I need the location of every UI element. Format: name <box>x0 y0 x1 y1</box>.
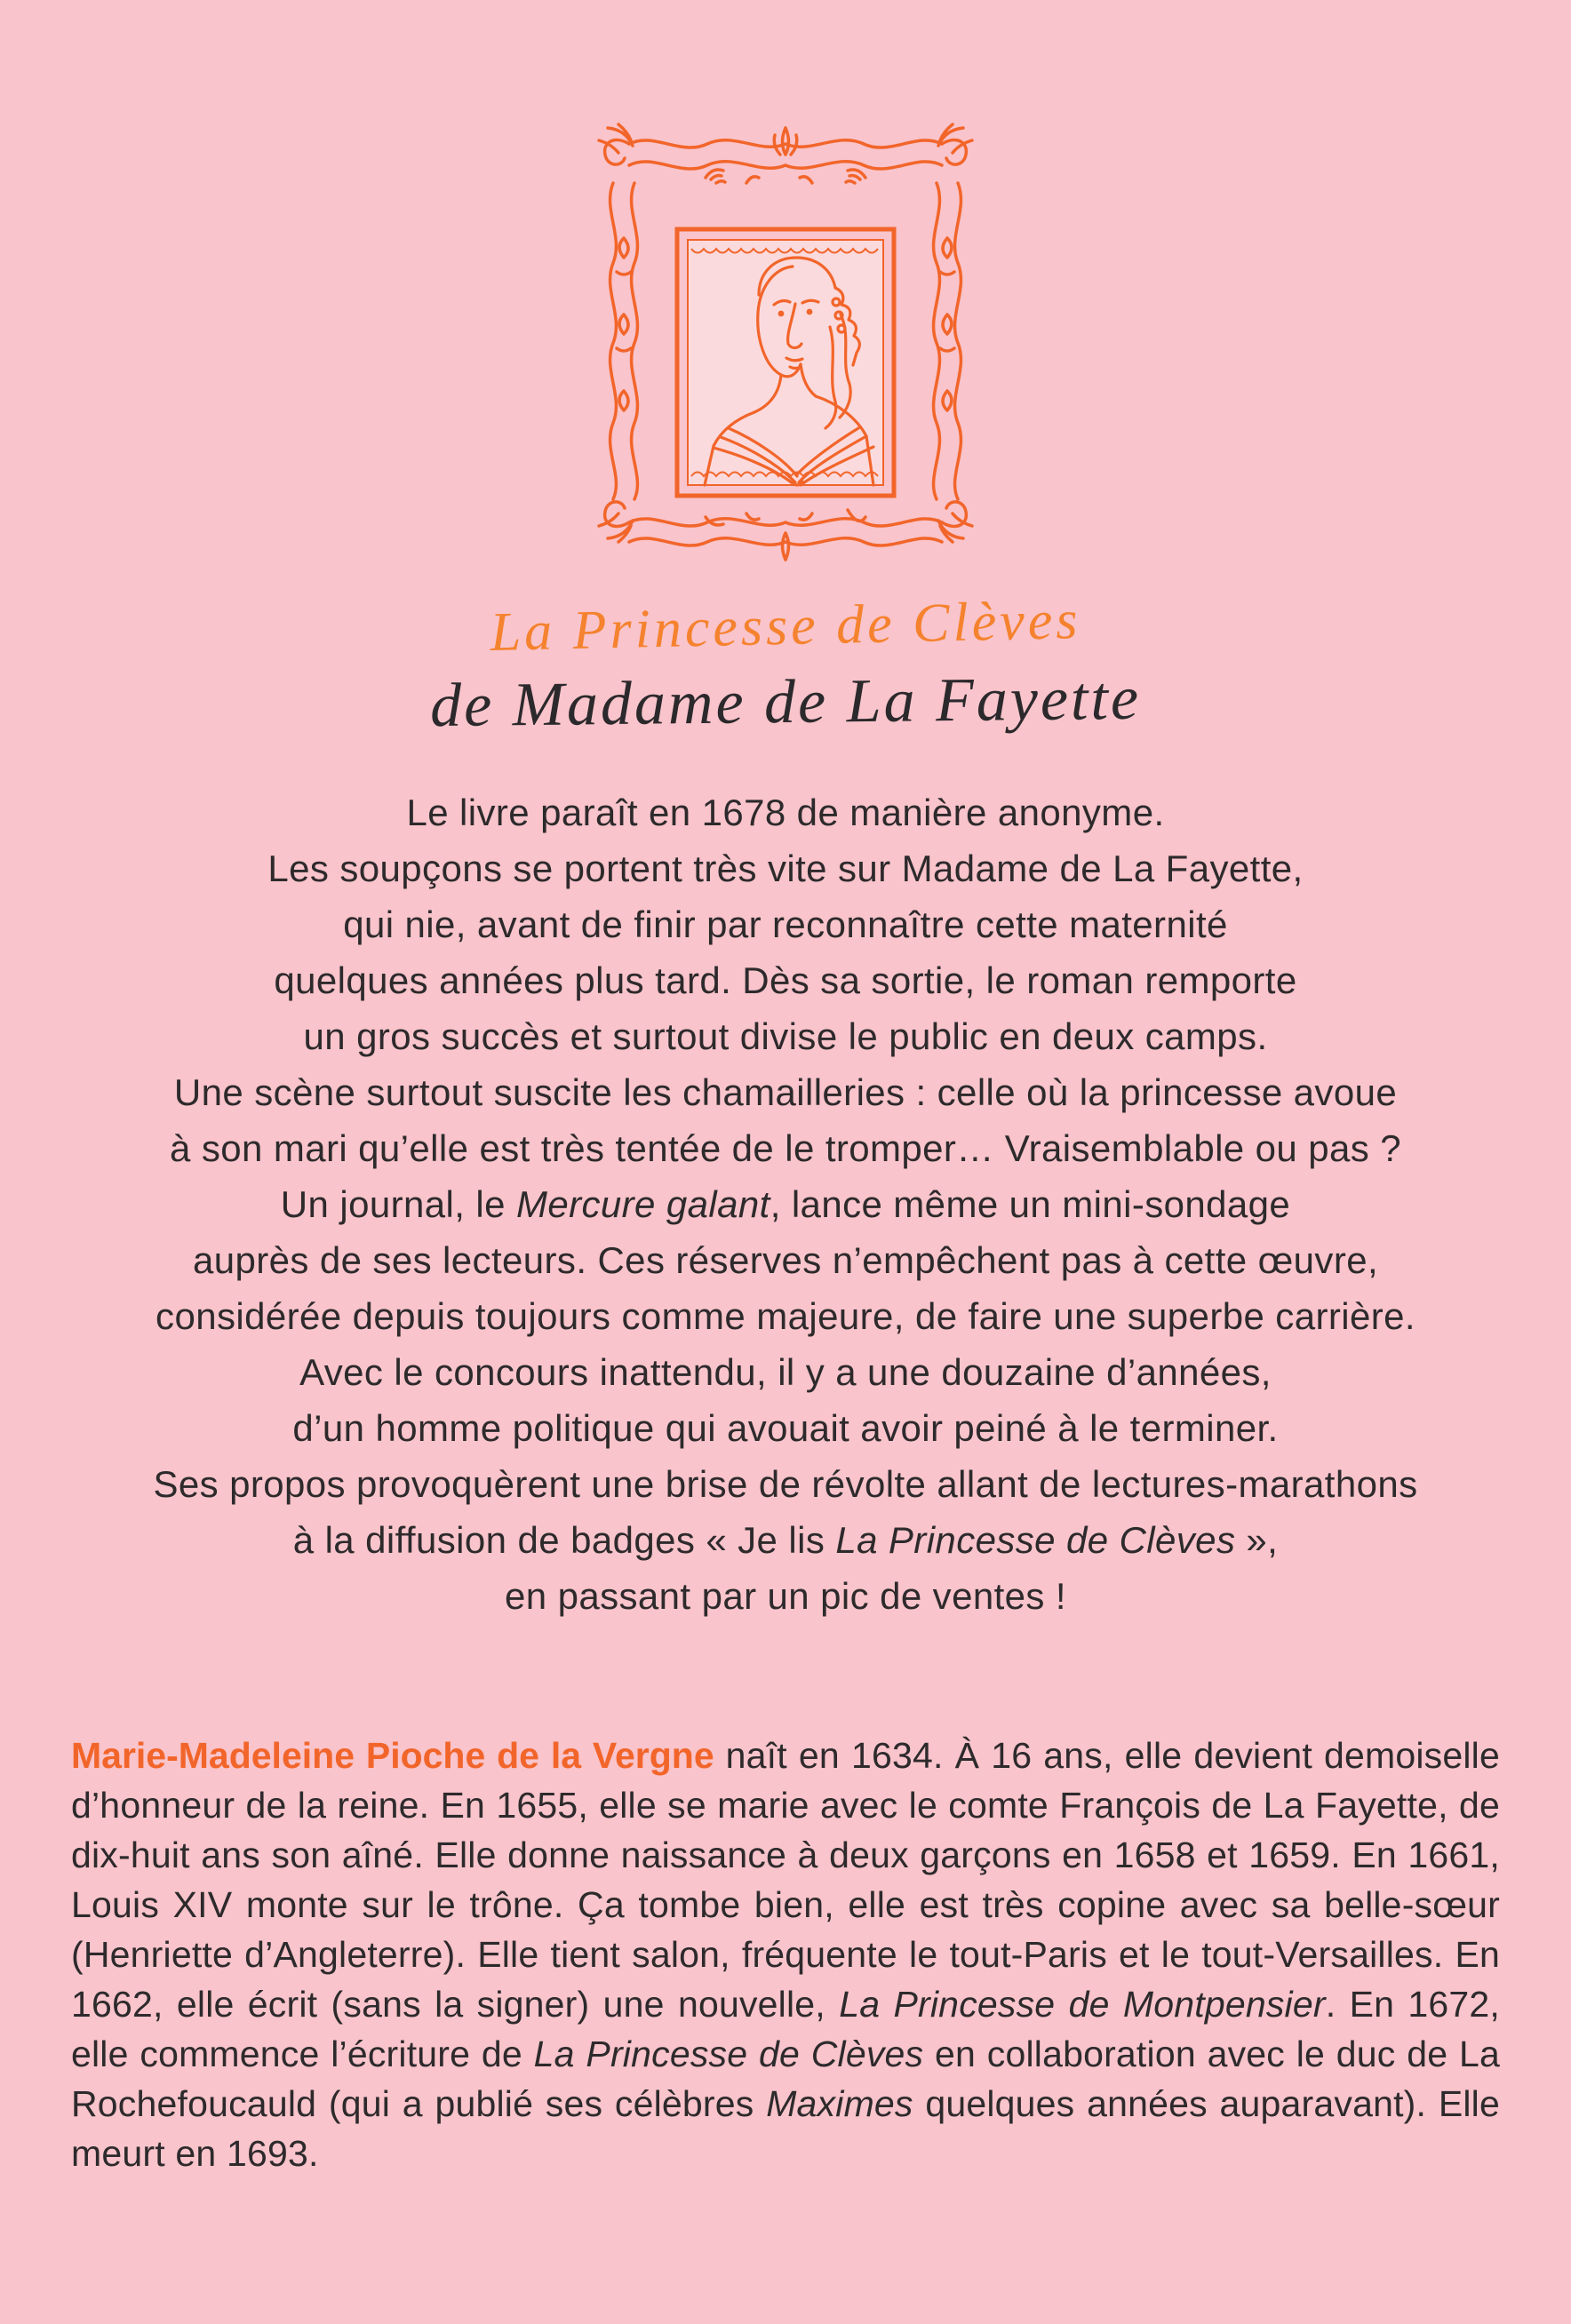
intro-line <box>0 1344 1571 1400</box>
intro-line <box>0 952 1571 1008</box>
intro-line <box>0 1400 1571 1456</box>
intro-segment: quelques années plus tard. Dès sa sortie, le roman remporte <box>274 959 1297 1001</box>
portrait-frame-illustration <box>572 98 999 569</box>
intro-segment: Un journal, le <box>280 1183 516 1225</box>
bio-text-segment: . En 1672, elle commence l’écriture de <box>71 1984 1500 2074</box>
intro-line <box>0 1288 1571 1344</box>
bio-text-segment: quelques années auparavant). Elle meurt en 1693. <box>71 2083 1500 2174</box>
intro-segment: qui nie, avant de finir par reconnaître cette maternité <box>343 903 1228 945</box>
intro-segment: Les soupçons se portent très vite sur Madame de La Fayette, <box>267 848 1304 889</box>
intro-segment: Ses propos provoquèrent une brise de révolte allant de lectures-marathons <box>153 1463 1418 1505</box>
intro-line <box>0 1176 1571 1232</box>
author-line: de Madame de La Fayette <box>429 664 1142 741</box>
intro-segment: à son mari qu’elle est très tentée de le tromper… Vraisemblable ou pas ? <box>170 1127 1401 1169</box>
intro-italic-segment: La Princesse de Clèves <box>835 1519 1236 1561</box>
intro-line <box>0 1120 1571 1176</box>
intro-line <box>0 1232 1571 1288</box>
bio-text-segment: en collaboration avec le duc de La Rochefoucauld (qui a publié ses célèbres <box>71 2034 1500 2124</box>
bio-paragraph <box>71 1731 1500 2178</box>
intro-line <box>0 784 1571 840</box>
intro-segment: considérée depuis toujours comme majeure, de faire une superbe carrière. <box>156 1295 1415 1337</box>
intro-segment: un gros succès et surtout divise le public en deux camps. <box>303 1015 1268 1057</box>
intro-segment: en passant par un pic de ventes ! <box>505 1575 1066 1617</box>
intro-segment: Avec le concours inattendu, il y a une douzaine d’années, <box>299 1351 1272 1393</box>
intro-line <box>0 840 1571 896</box>
intro-segment: Le livre paraît en 1678 de manière anonyme. <box>406 792 1165 833</box>
intro-segment: auprès de ses lecteurs. Ces réserves n’empêchent pas à cette œuvre, <box>192 1239 1379 1281</box>
intro-segment: , lance même un mini-sondage <box>770 1183 1291 1225</box>
intro-line <box>0 1568 1571 1624</box>
intro-line <box>0 1008 1571 1064</box>
intro-line <box>0 896 1571 952</box>
bio-italic-title: La Princesse de Clèves <box>533 2034 924 2074</box>
intro-segment: d’un homme politique qui avouait avoir peiné à le terminer. <box>292 1407 1279 1449</box>
book-page <box>0 98 1571 2324</box>
intro-paragraph <box>0 784 1571 1624</box>
bio-italic-title: Maximes <box>766 2083 913 2124</box>
intro-line <box>0 1456 1571 1512</box>
bio-name-lead: Marie-Madeleine Pioche de la Vergne <box>71 1735 714 1776</box>
intro-line <box>0 1512 1571 1568</box>
intro-segment: à la diffusion de badges « Je lis <box>292 1519 836 1561</box>
intro-segment: », <box>1235 1519 1279 1561</box>
intro-italic-segment: Mercure galant <box>515 1183 770 1225</box>
intro-line <box>0 1064 1571 1120</box>
bio-text-segment: naît en 1634. À 16 ans, elle devient demoiselle d’honneur de la reine. En 1655, elle se marie avec le comte François de La Fayette, de dix-huit ans son aîné. Elle donne naissance à deux garçons en 1658 et 1659. En 1661, Louis XIV monte sur le trône. Ça tombe bien, elle est très copine avec sa belle-sœur (Henriette d’Angleterre). Elle tient salon, fréquente le tout-Paris et le tout-Versailles. En 1662, elle écrit (sans la signer) une nouvelle, <box>71 1735 1500 2025</box>
intro-segment: Une scène surtout suscite les chamailleries : celle où la princesse avoue <box>173 1071 1398 1113</box>
book-title: La Princesse de Clèves <box>489 590 1082 663</box>
bio-italic-title: La Princesse de Montpensier <box>839 1984 1326 2025</box>
